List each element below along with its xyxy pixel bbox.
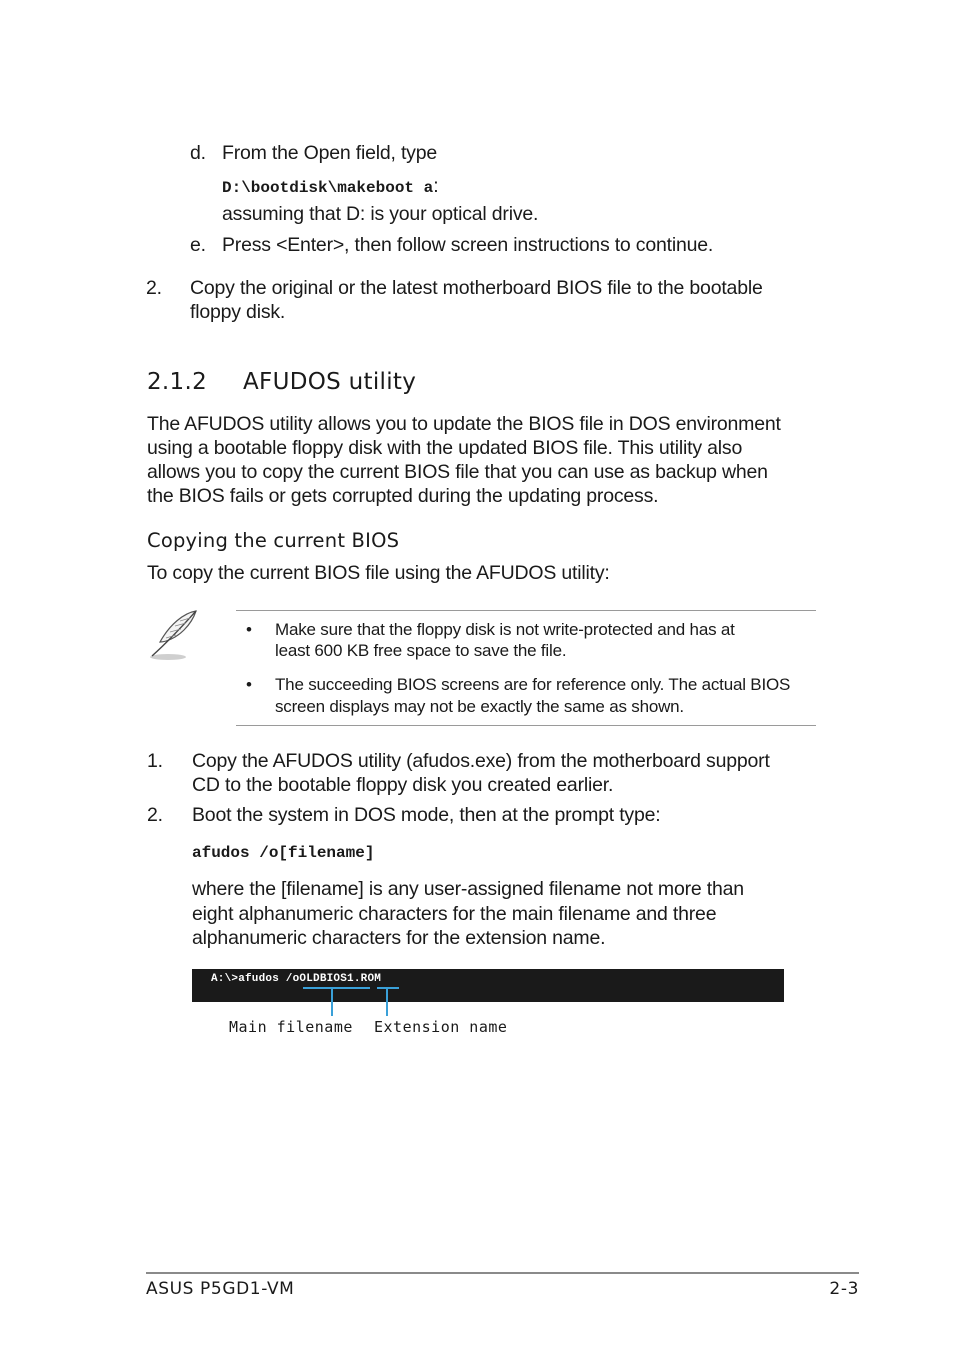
note-bullet-1-line2: least 600 KB free space to save the file.	[275, 641, 567, 660]
extension-underline	[377, 987, 399, 989]
main-filename-label: Main filename	[229, 1018, 353, 1036]
step2-top-line2: floppy disk.	[190, 301, 286, 323]
main-filename-callout-line	[331, 988, 333, 1016]
makeboot-command	[222, 174, 438, 198]
note-bullet-1-glyph: •	[246, 620, 252, 639]
footer-product: ASUS P5GD1-VM	[146, 1279, 295, 1299]
note-bullet-2-line1: The succeeding BIOS screens are for reference only. The actual BIOS	[275, 675, 791, 694]
section-intro-line3: allows you to copy the current BIOS file that you can use as backup when	[147, 461, 768, 483]
note-bullet-2-glyph: •	[246, 675, 252, 694]
extension-callout-line	[386, 988, 388, 1016]
dos-extension: ROM	[360, 973, 382, 985]
step1-marker: 1.	[147, 750, 163, 772]
step1-line1: Copy the AFUDOS utility (afudos.exe) from the motherboard support	[192, 750, 770, 772]
step2-line1: Boot the system in DOS mode, then at the prompt type:	[192, 804, 661, 826]
makeboot-suffix: :	[433, 175, 439, 197]
step2-marker: 2.	[147, 804, 163, 826]
footer-rule	[146, 1272, 859, 1274]
feather-note-icon	[146, 608, 202, 662]
optical-drive-note: assuming that D: is your optical drive.	[222, 203, 539, 225]
step2-top-line1: Copy the original or the latest motherboard BIOS file to the bootable	[190, 277, 763, 299]
subsection-intro: To copy the current BIOS file using the AFUDOS utility:	[147, 562, 610, 584]
section-intro-line1: The AFUDOS utility allows you to update the BIOS file in DOS environment	[147, 413, 781, 435]
subsection-title: Copying the current BIOS	[147, 529, 400, 552]
explanation-line1: where the [filename] is any user-assigned filename not more than	[192, 878, 744, 900]
dos-main-filename: OLDBIOS1	[299, 973, 354, 985]
explanation-line2: eight alphanumeric characters for the main filename and three	[192, 903, 717, 925]
extension-name-label: Extension name	[374, 1018, 508, 1036]
step1-line2: CD to the bootable floppy disk you created earlier.	[192, 774, 614, 796]
section-title: AFUDOS utility	[243, 369, 417, 395]
dos-command-line	[211, 973, 381, 985]
explanation-line3: alphanumeric characters for the extension name.	[192, 927, 606, 949]
step-d-text: From the Open field, type	[222, 142, 438, 164]
step-d-marker: d.	[190, 142, 206, 164]
footer-page-number: 2-3	[829, 1279, 859, 1299]
step2-top-marker: 2.	[146, 277, 162, 299]
afudos-command: afudos /o[filename]	[192, 844, 375, 862]
makeboot-code: D:\bootdisk\makeboot a	[222, 179, 434, 197]
dos-prefix: A:\>afudos /o	[211, 973, 300, 985]
section-number: 2.1.2	[147, 369, 208, 395]
section-intro-line4: the BIOS fails or gets corrupted during the updating process.	[147, 485, 659, 507]
note-bottom-rule	[236, 725, 816, 726]
main-filename-underline	[303, 987, 370, 989]
step-e-marker: e.	[190, 234, 206, 256]
note-bullet-1-line1: Make sure that the floppy disk is not write-protected and has at	[275, 620, 735, 639]
dos-dot: .	[353, 973, 361, 985]
note-top-rule	[236, 610, 816, 611]
note-bullet-2-line2: screen displays may not be exactly the same as shown.	[275, 697, 684, 716]
step-e-text: Press <Enter>, then follow screen instructions to continue.	[222, 234, 714, 256]
section-intro-line2: using a bootable floppy disk with the updated BIOS file. This utility also	[147, 437, 743, 459]
